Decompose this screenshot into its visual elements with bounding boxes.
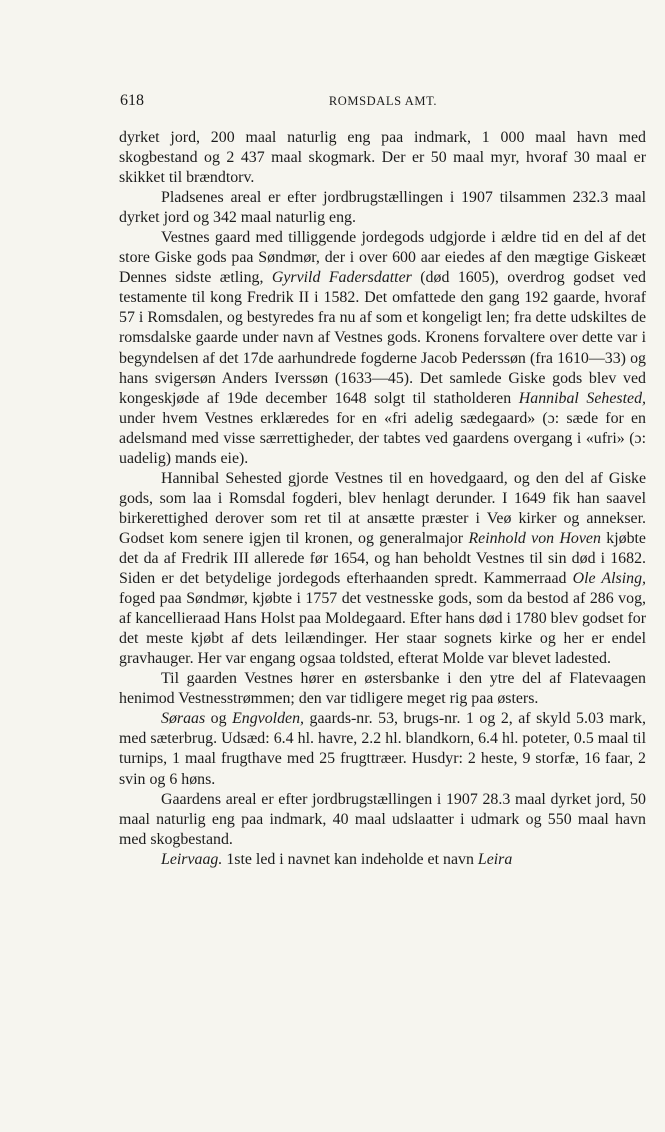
body-text bbox=[119, 128, 646, 870]
paragraph-p8 bbox=[119, 850, 646, 870]
text-run: Gaardens areal er efter jordbrugstællingen i 1907 28.3 maal dyrket jord, 50 maal naturlig eng paa indmark, 40 maal udslaatter i udmark og 550 maal havn med skogbestand. bbox=[119, 790, 646, 848]
paragraph-p4 bbox=[119, 469, 646, 669]
text-run: 1ste led i navnet kan indeholde et navn bbox=[222, 850, 478, 868]
paragraph-p2 bbox=[119, 188, 646, 228]
italic-name: Reinhold von Hoven bbox=[468, 529, 601, 547]
text-run: (død 1605), overdrog godset ved testamente til kong Fredrik II i 1582. Det omfattede den gang 192 gaarde, hvoraf 57 i Romsdalen, og bestyredes fra nu af som et kongeligt len; fra dette udskiltes de romsdalske gaarde under navn af Vestnes gods. Kronens forvaltere over dette var i begyndelsen af det 17de aarhundrede fogderne Jacob Pederssøn (fra 1610—33) og hans svigersøn Anders Iverssøn (1633—45). Det samlede Giske gods blev ved kongeskjøde af 19de december 1648 solgt til statholderen bbox=[119, 269, 646, 407]
paragraph-p5 bbox=[119, 669, 646, 709]
text-run: Hannibal Sehested gjorde Vestnes til en hovedgaard, og den del af Giske gods, som laa i Romsdal fogderi, blev henlagt derunder. I 1649 fik han saavel birkerettighed derover som ret til at ansætte præster i Veø kirker og annekser. Godset kom senere igjen til kronen, og generalmajor bbox=[119, 469, 646, 547]
text-run: foged paa Søndmør, kjøbte i 1757 det vestnesske gods, som da bestod af 286 vog, af kancellieraad Hans Holst paa Moldegaard. Efter hans død i 1780 blev godset for det meste kjøbt af dets leilændinger. Her staar sognets kirke og her er endel gravhauger. Her var engang ogsaa toldsted, efterat Molde var blevet ladested. bbox=[119, 590, 646, 668]
page-number: 618 bbox=[120, 92, 144, 109]
paragraph-p6 bbox=[119, 709, 646, 789]
page-header bbox=[120, 92, 646, 114]
italic-name: Engvolden, bbox=[232, 710, 305, 728]
italic-name: Søraas bbox=[161, 710, 206, 728]
italic-name: Leira bbox=[477, 850, 513, 868]
running-head: ROMSDALS AMT. bbox=[328, 94, 438, 108]
italic-name: Gyrvild Fadersdatter bbox=[271, 269, 412, 287]
text-run: og bbox=[205, 710, 233, 728]
paragraph-p7 bbox=[119, 790, 646, 850]
text-run: Pladsenes areal er efter jordbrugstællingen i 1907 tilsammen 232.3 maal dyrket jord og 342 maal naturlig eng. bbox=[119, 189, 646, 227]
italic-name: Ole Alsing, bbox=[572, 570, 646, 588]
text-run: Til gaarden Vestnes hører en østersbanke i den ytre del af Flatevaagen henimod Vestnesstrømmen; den var tidligere meget rig paa østers. bbox=[119, 670, 646, 708]
text-run: Vestnes gaard med tilliggende jordegods udgjorde i ældre tid en del af det store Giske gods paa Søndmør, der i over 600 aar eiedes af den mægtige Giskeæt Dennes sidste ætling, bbox=[119, 229, 646, 287]
paragraph-p1 bbox=[119, 128, 646, 188]
text-run: under hvem Vestnes erklæredes for en «fri adelig sædegaard» (ɔ: sæde for en adelsmand med visse særrettigheder, der tabtes ved gaardens overgang i «ufri» (ɔ: uadelig) mands eie). bbox=[119, 409, 646, 467]
text-run: dyrket jord, 200 maal naturlig eng paa indmark, 1 000 maal havn med skogbestand og 2 437 maal skogmark. Der er 50 maal myr, hvoraf 30 maal er skikket til brændtorv. bbox=[119, 129, 646, 187]
italic-name: Hannibal Sehested, bbox=[518, 389, 646, 407]
text-run: kjøbte det da af Fredrik III allerede før 1654, og han beholdt Vestnes til sin død i 1682. Siden er det betydelige jordegods efterhaanden spredt. Kammerraad bbox=[119, 529, 646, 588]
paragraph-p3 bbox=[119, 228, 646, 469]
italic-name: Leirvaag. bbox=[161, 850, 223, 868]
text-run: gaards-nr. 53, brugs-nr. 1 og 2, af skyld 5.03 mark, med sæterbrug. Udsæd: 6.4 hl. havre, 2.2 hl. blandkorn, 6.4 hl. poteter, 0.5 maal til turnips, 1 maal frugthave med 25 frugttræer. Husdyr: 2 heste, 9 storfæ, 16 faar, 2 svin og 6 høns. bbox=[119, 710, 646, 788]
